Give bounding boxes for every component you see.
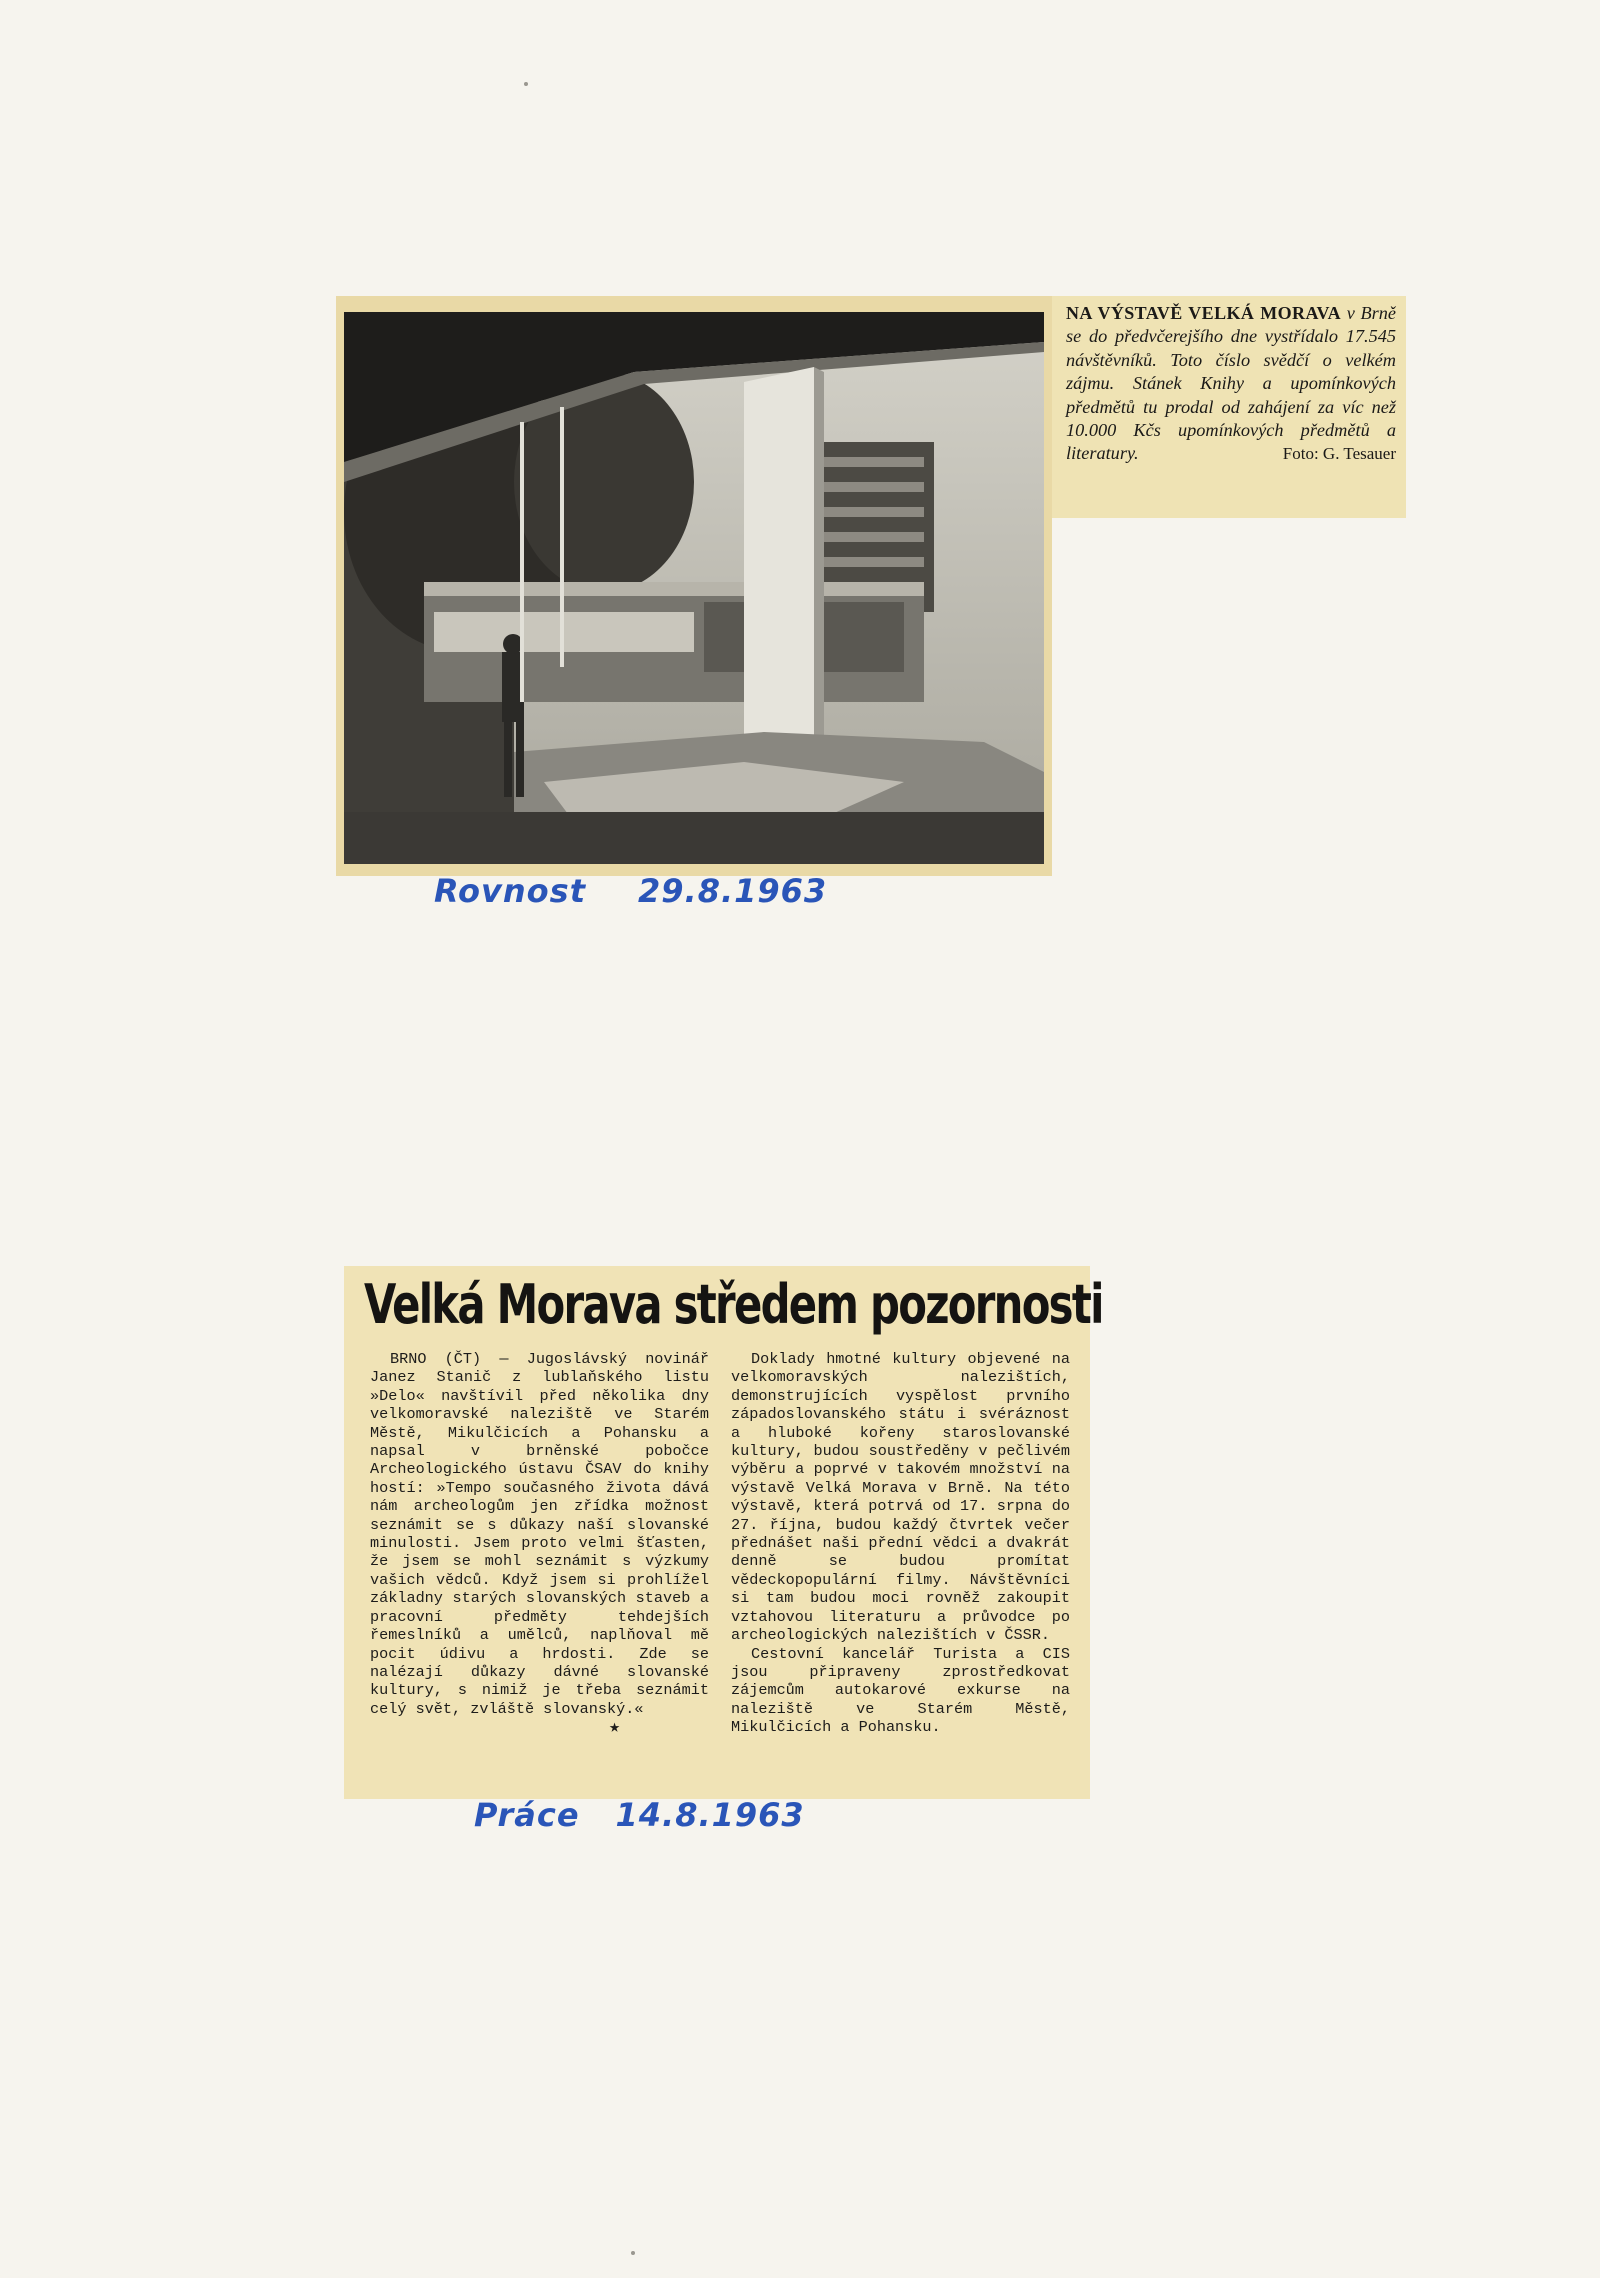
article-column-1 <box>370 1350 709 1738</box>
photo-caption <box>1066 302 1396 466</box>
article-paragraph: Cestovní kancelář Turista a CIS jsou připraveny zprostředkovat zájemcům autokarové exkurse na naleziště ve Starém Městě, Mikulčicích a Pohansku. <box>731 1644 1070 1737</box>
newspaper-name: Rovnost <box>434 872 586 910</box>
paper-speck <box>524 82 528 86</box>
article-paragraph: Doklady hmotné kultury objevené na velkomoravských nalezištích, demonstrujících vyspělost prvního západoslovanského státu i svéráznost a hluboké kořeny staroslovanské kultury, budou soustředěny v pečlivém výběru a poprvé v takovém množství na výstavě Velká Morava v Brně. Na této výstavě, která potrvá od 17. srpna do 27. října, budou každý čtvrtek večer přednášet naši přední vědci a dvakrát denně se budou promítat vědeckopopulární filmy. Návštěvníci si tam budou moci rovněž zakoupit vztahovou literaturu a průvodce po archeologických nalezištích v ČSSR. <box>731 1350 1070 1645</box>
caption-headline: NA VÝSTAVĚ VELKÁ MORAVA <box>1066 303 1342 323</box>
exhibition-photograph <box>344 312 1044 864</box>
photo-clipping <box>336 296 1052 876</box>
newspaper-clipping-prace <box>344 1266 1103 1799</box>
newspaper-name: Práce <box>474 1796 580 1834</box>
photo-caption-clipping <box>1052 296 1406 518</box>
photo-credit: Foto: G. Tesauer <box>1282 444 1396 464</box>
clipping-date: 29.8.1963 <box>638 872 828 910</box>
article-headline: Velká Morava středem pozornosti <box>364 1273 1103 1336</box>
newspaper-clipping-rovnost <box>336 296 1406 876</box>
handwritten-source-note-2 <box>474 1796 805 1834</box>
exhibition-photo-image <box>344 312 1044 864</box>
caption-text: v Brně se do předvčerejšího dne vystřídalo 17.545 návštěvníků. Toto číslo svědčí o velkém zájmu. Stánek Knihy a upomínkových předmětů tu prodal od zahájení za víc než 10.000 Kčs upomínkových předmětů a literatury. <box>1066 303 1396 464</box>
clipping-date: 14.8.1963 <box>615 1796 805 1834</box>
article-paragraph: BRNO (ČT) — Jugoslávský novinář Janez Stanič z lublaňského listu »Delo« navštívil před několika dny velkomoravské naleziště ve Starém Městě, Mikulčicích a Pohansku a napsal v brněnské pobočce Archeologického ústavu ČSAV do knihy hostí: »Tempo současného života dává nám archeologům jen zřídka možnost seznámit se s důkazy naší slovanské minulosti. Jsem proto velmi šťasten, že jsem se mohl seznámit s výzkumy vašich vědců. Když jsem si prohlížel základny starých slovanských staveb a pracovní předměty tehdejších řemeslníků a umělců, naplňoval mě pocit údivu a hrdosti. Zde se nalézají důkazy dávné slovanské kultury, s nimiž je třeba seznámit celý svět, zvláště slovanský.« <box>370 1350 709 1718</box>
separator-star: ★ <box>609 1718 620 1739</box>
handwritten-source-note-1 <box>434 872 827 910</box>
article-column-2 <box>731 1350 1070 1738</box>
article-body <box>370 1350 1070 1738</box>
paper-speck <box>631 2251 635 2255</box>
